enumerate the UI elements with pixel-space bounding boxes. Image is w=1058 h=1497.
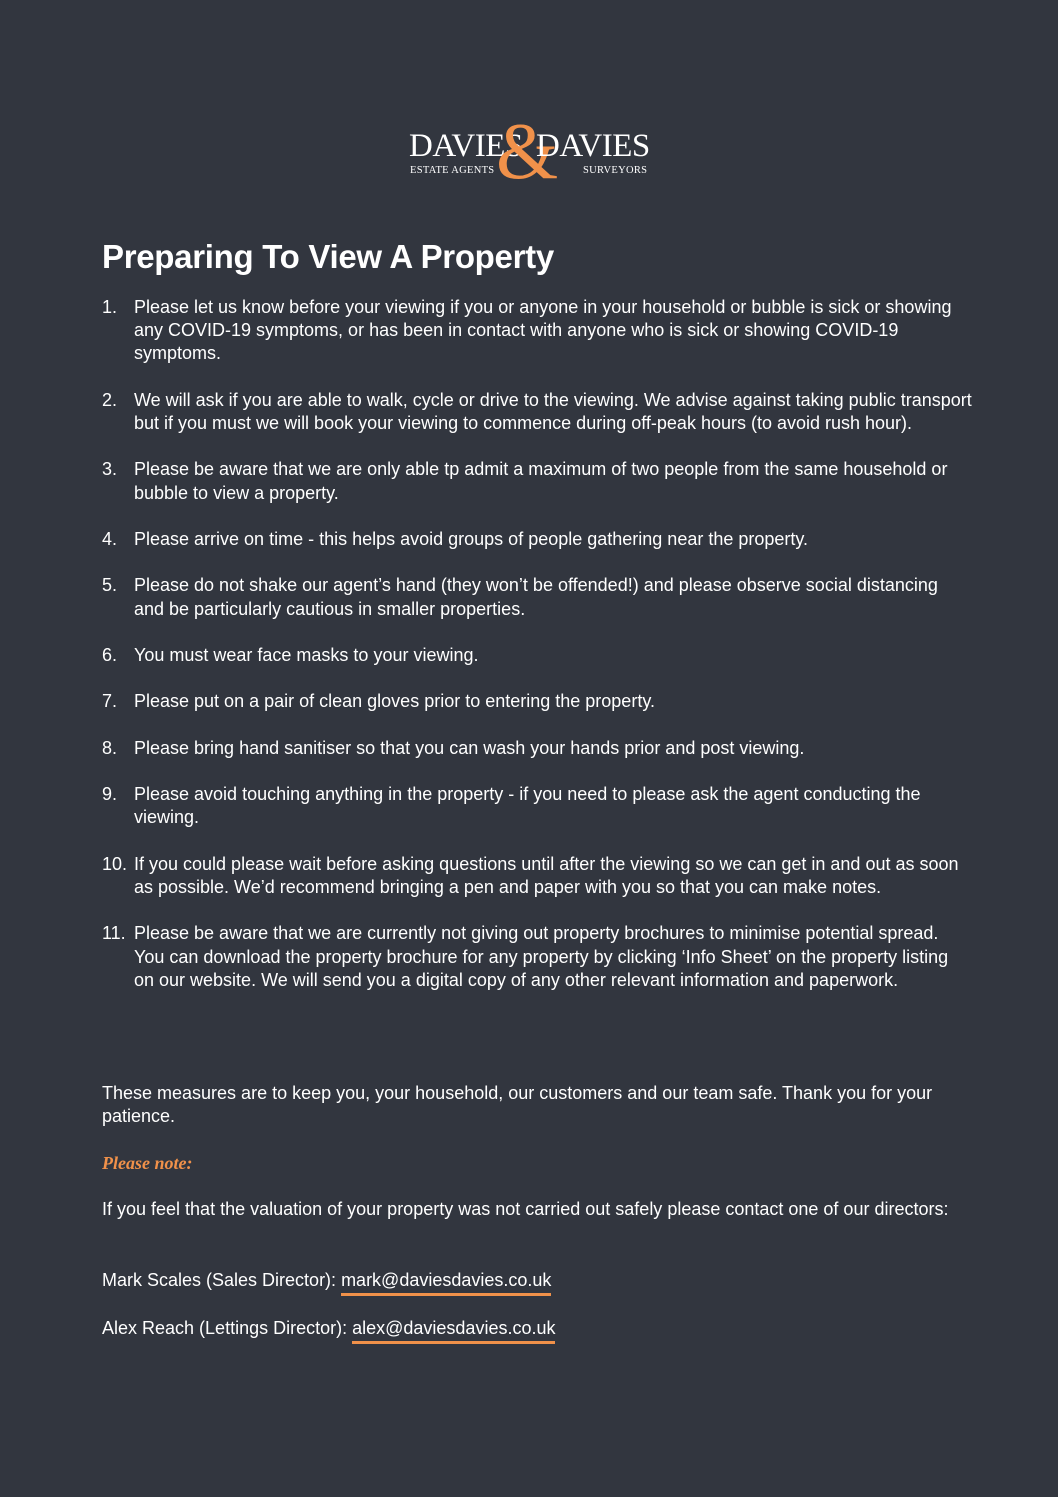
- page-title: Preparing To View A Property: [102, 238, 554, 275]
- item-number: 2.: [102, 389, 118, 410]
- item-number: 4.: [102, 528, 118, 549]
- note-label: Please note:: [102, 1153, 193, 1173]
- logo-subtitle-left: ESTATE AGENTS: [410, 165, 495, 176]
- item-number: 3.: [102, 459, 118, 480]
- list-item: [102, 853, 972, 899]
- item-number: 11.: [102, 923, 126, 944]
- guidelines-list: [102, 296, 972, 1015]
- logo-word-right: DAVIES: [536, 128, 650, 164]
- item-text: Please arrive on time - this helps avoid groups of people gathering near the property.: [134, 528, 809, 549]
- list-item: [102, 528, 972, 551]
- list-item: [102, 737, 972, 760]
- logo-ampersand: &: [496, 108, 559, 196]
- closing-paragraph: These measures are to keep you, your household, our customers and our team safe. Thank you for your patience.: [102, 1083, 933, 1127]
- item-number: 6.: [102, 644, 118, 665]
- list-item: [102, 922, 972, 992]
- item-text: Please bring hand sanitiser so that you can wash your hands prior and post viewing.: [134, 737, 805, 758]
- contact-alex-label: Alex Reach (Lettings Director):: [102, 1318, 353, 1338]
- item-text: Please be aware that we are only able tp admit a maximum of two people from the same household or bubble to view a property.: [134, 459, 948, 503]
- item-text: We will ask if you are able to walk, cycle or drive to the viewing. We advise against taking public transport but if you must we will book your viewing to commence during off-peak hours (to avoid rush hour).: [134, 389, 972, 433]
- item-number: 9.: [102, 784, 118, 805]
- list-item: [102, 690, 972, 713]
- alex-email-link[interactable]: alex@daviesdavies.co.uk: [352, 1318, 555, 1344]
- item-number: 10.: [102, 853, 128, 874]
- contact-alex: [102, 1317, 555, 1340]
- company-logo: [408, 108, 653, 196]
- item-text: If you could please wait before asking questions until after the viewing so we can get in and out as soon as possible. We’d recommend bringing a pen and paper with you so that you can make notes.: [134, 853, 959, 897]
- list-item: [102, 574, 972, 620]
- list-item: [102, 644, 972, 667]
- contact-mark-label: Mark Scales (Sales Director):: [102, 1270, 342, 1290]
- item-number: 5.: [102, 575, 118, 596]
- logo-word-left: DAVIES: [409, 128, 523, 164]
- list-item: [102, 783, 972, 829]
- item-text: Please put on a pair of clean gloves prior to entering the property.: [134, 691, 655, 712]
- item-number: 1.: [102, 297, 118, 317]
- item-text: Please let us know before your viewing if you or anyone in your household or bubble is sick or showing any COVID-19 symptoms, or has been in contact with anyone who is sick or showing COVID-19 symptoms.: [134, 297, 952, 364]
- item-number: 7.: [102, 691, 118, 712]
- logo-subtitle-right: SURVEYORS: [583, 165, 648, 176]
- list-item: [102, 458, 972, 504]
- item-text: Please be aware that we are currently not giving out property brochures to minimise potential spread. You can download the property brochure for any property by clicking ‘Info Sheet’ on the property listing on our website. We will send you a digital copy of any other relevant information and paperwork.: [134, 923, 949, 990]
- list-item: [102, 296, 972, 366]
- list-item: [102, 389, 972, 435]
- note-text: If you feel that the valuation of your property was not carried out safely please contact one of our directors:: [102, 1199, 949, 1219]
- item-text: Please do not shake our agent’s hand (they won’t be offended!) and please observe social distancing and be particularly cautious in smaller properties.: [134, 575, 938, 619]
- item-text: Please avoid touching anything in the property - if you need to please ask the agent conducting the viewing.: [134, 784, 921, 828]
- item-number: 8.: [102, 737, 118, 758]
- contact-mark: [102, 1269, 551, 1292]
- mark-email-link[interactable]: mark@daviesdavies.co.uk: [341, 1270, 551, 1296]
- item-text: You must wear face masks to your viewing.: [134, 644, 479, 665]
